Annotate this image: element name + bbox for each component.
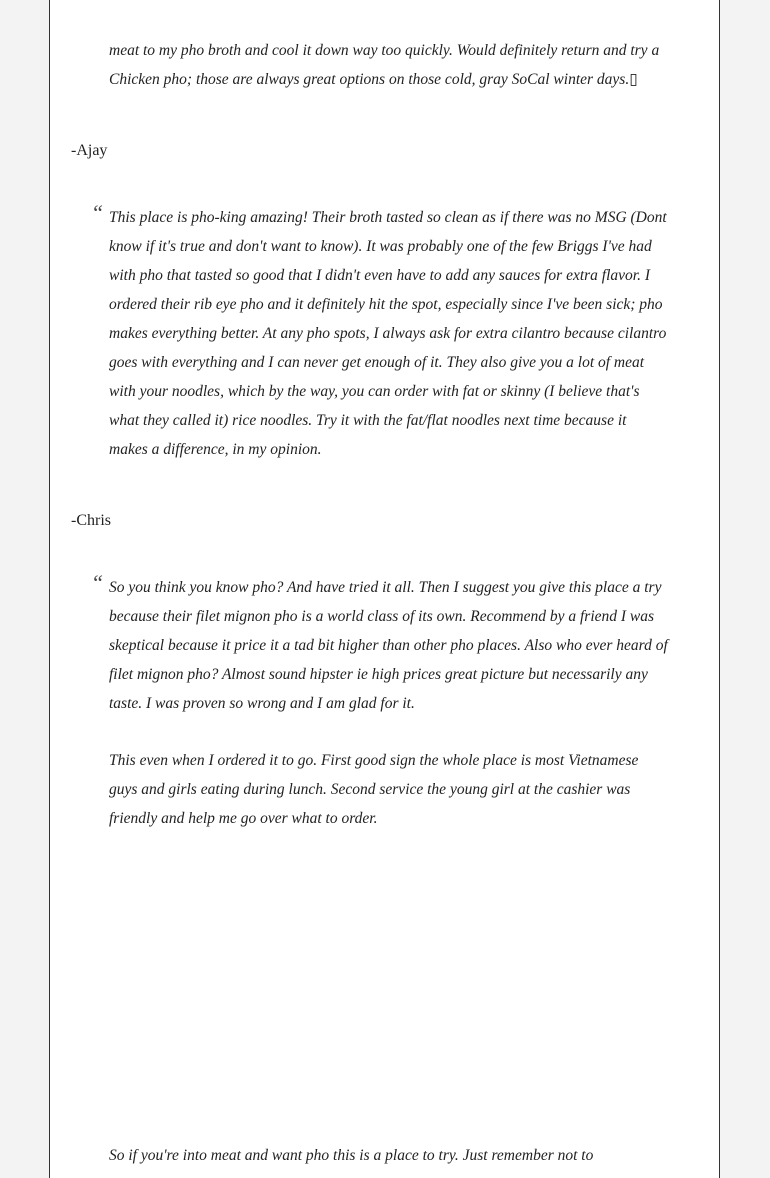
review-author-ajay: -Ajay (71, 142, 108, 159)
review-text-chris-p2: This even when I ordered it to go. First good sign the whole place is most Vietnamese guys and girls eating during lunch. Second service the young girl at the cashier was friendly and help me go over what to order. (109, 752, 639, 827)
quote-mark-icon: “ (91, 570, 104, 595)
previous-review-fragment: meat to my pho broth and cool it down way too quickly. Would definitely return and try a Chicken pho; those are always great options on those cold, gray SoCal winter days.▯ (109, 42, 660, 88)
review-text-ajay: This place is pho-king amazing! Their broth tasted so clean as if there was no MSG (Dont know if it's true and don't want to know). It was probably one of the few Briggs I've had with pho that tasted so good that I didn't even have to add any sauces for extra flavor. I ordered their rib eye pho and it definitely hit the spot, especially since I've been sick; pho makes everything better. At any pho spots, I always ask for extra cilantro because cilantro goes with everything and I can never get enough of it. They also give you a lot of meat with your noodles, which by the way, you can order with fat or skinny (I believe that's what they called it) rice noodles. Try it with the fat/flat noodles next time because it makes a difference, in my opinion. (109, 209, 667, 458)
review-author-chris: -Chris (71, 512, 111, 529)
quote-mark-icon: “ (91, 200, 104, 225)
review-text-chris-p3: So if you're into meat and want pho this is a place to try. Just remember not to (109, 1147, 594, 1164)
review-text-chris-p1: So you think you know pho? And have tried it all. Then I suggest you give this place a try because their filet mignon pho is a world class of its own. Recommend by a friend I was skeptical because it price it a tad bit higher than other pho places. Also who ever heard of filet mignon pho? Almost sound hipster ie high prices great picture but necessarily any taste. I was proven so wrong and I am glad for it. (109, 579, 668, 712)
document-page (49, 0, 720, 1178)
